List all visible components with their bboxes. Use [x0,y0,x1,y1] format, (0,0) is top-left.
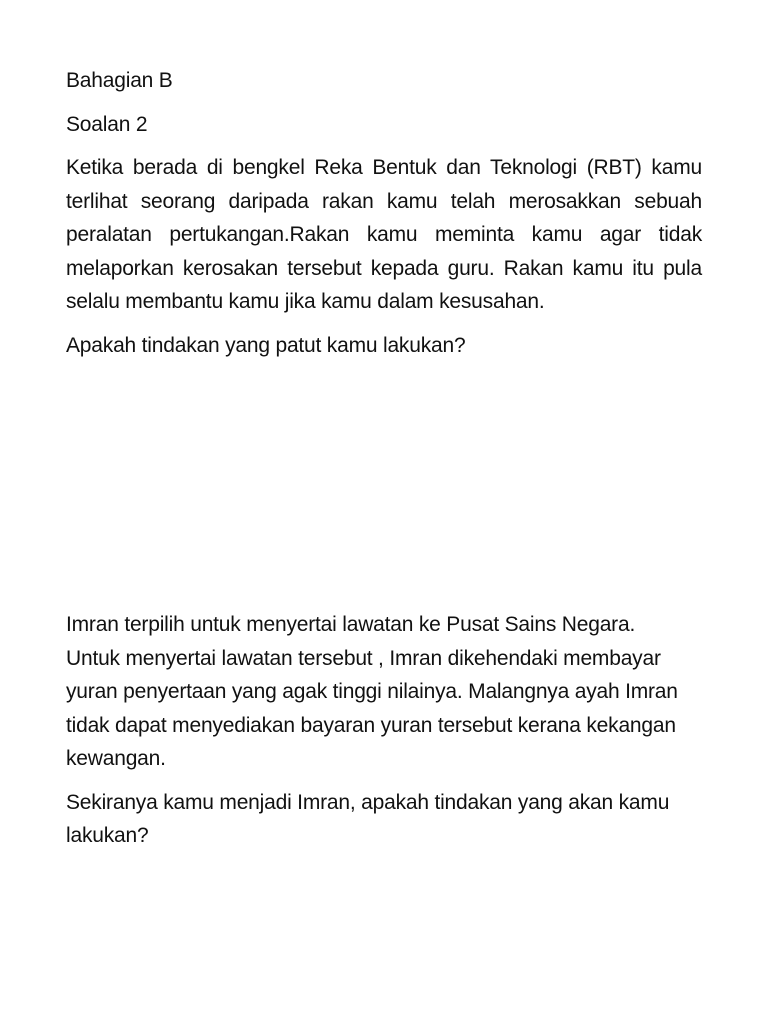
scenario-2-question: Sekiranya kamu menjadi Imran, apakah tindakan yang akan kamu lakukan? [66,790,670,847]
scenario-1-question: Apakah tindakan yang patut kamu lakukan? [66,333,466,357]
scenario-2-text: Imran terpilih untuk menyertai lawatan ke Pusat Sains Negara. Untuk menyertai lawatan tersebut , Imran dikehendaki membayar yuran penyertaan yang agak tinggi nilainya. Malangnya ayah Imran tidak dapat menyediakan bayaran yuran tersebut kerana kekangan kewangan. [66,613,678,770]
question-label: Soalan 2 [66,112,148,136]
question-block-1 [66,64,702,362]
section-heading: Bahagian B [66,69,173,92]
question-block-2 [66,608,686,853]
scenario-1-text: Ketika berada di bengkel Reka Bentuk dan Teknologi (RBT) kamu terlihat seorang daripada rakan kamu telah merosakkan sebuah peralatan pertukangan.Rakan kamu meminta kamu agar tidak melaporkan kerosakan tersebut kepada guru. Rakan kamu itu pula selalu membantu kamu jika kamu dalam kesusahan. [66,156,702,313]
